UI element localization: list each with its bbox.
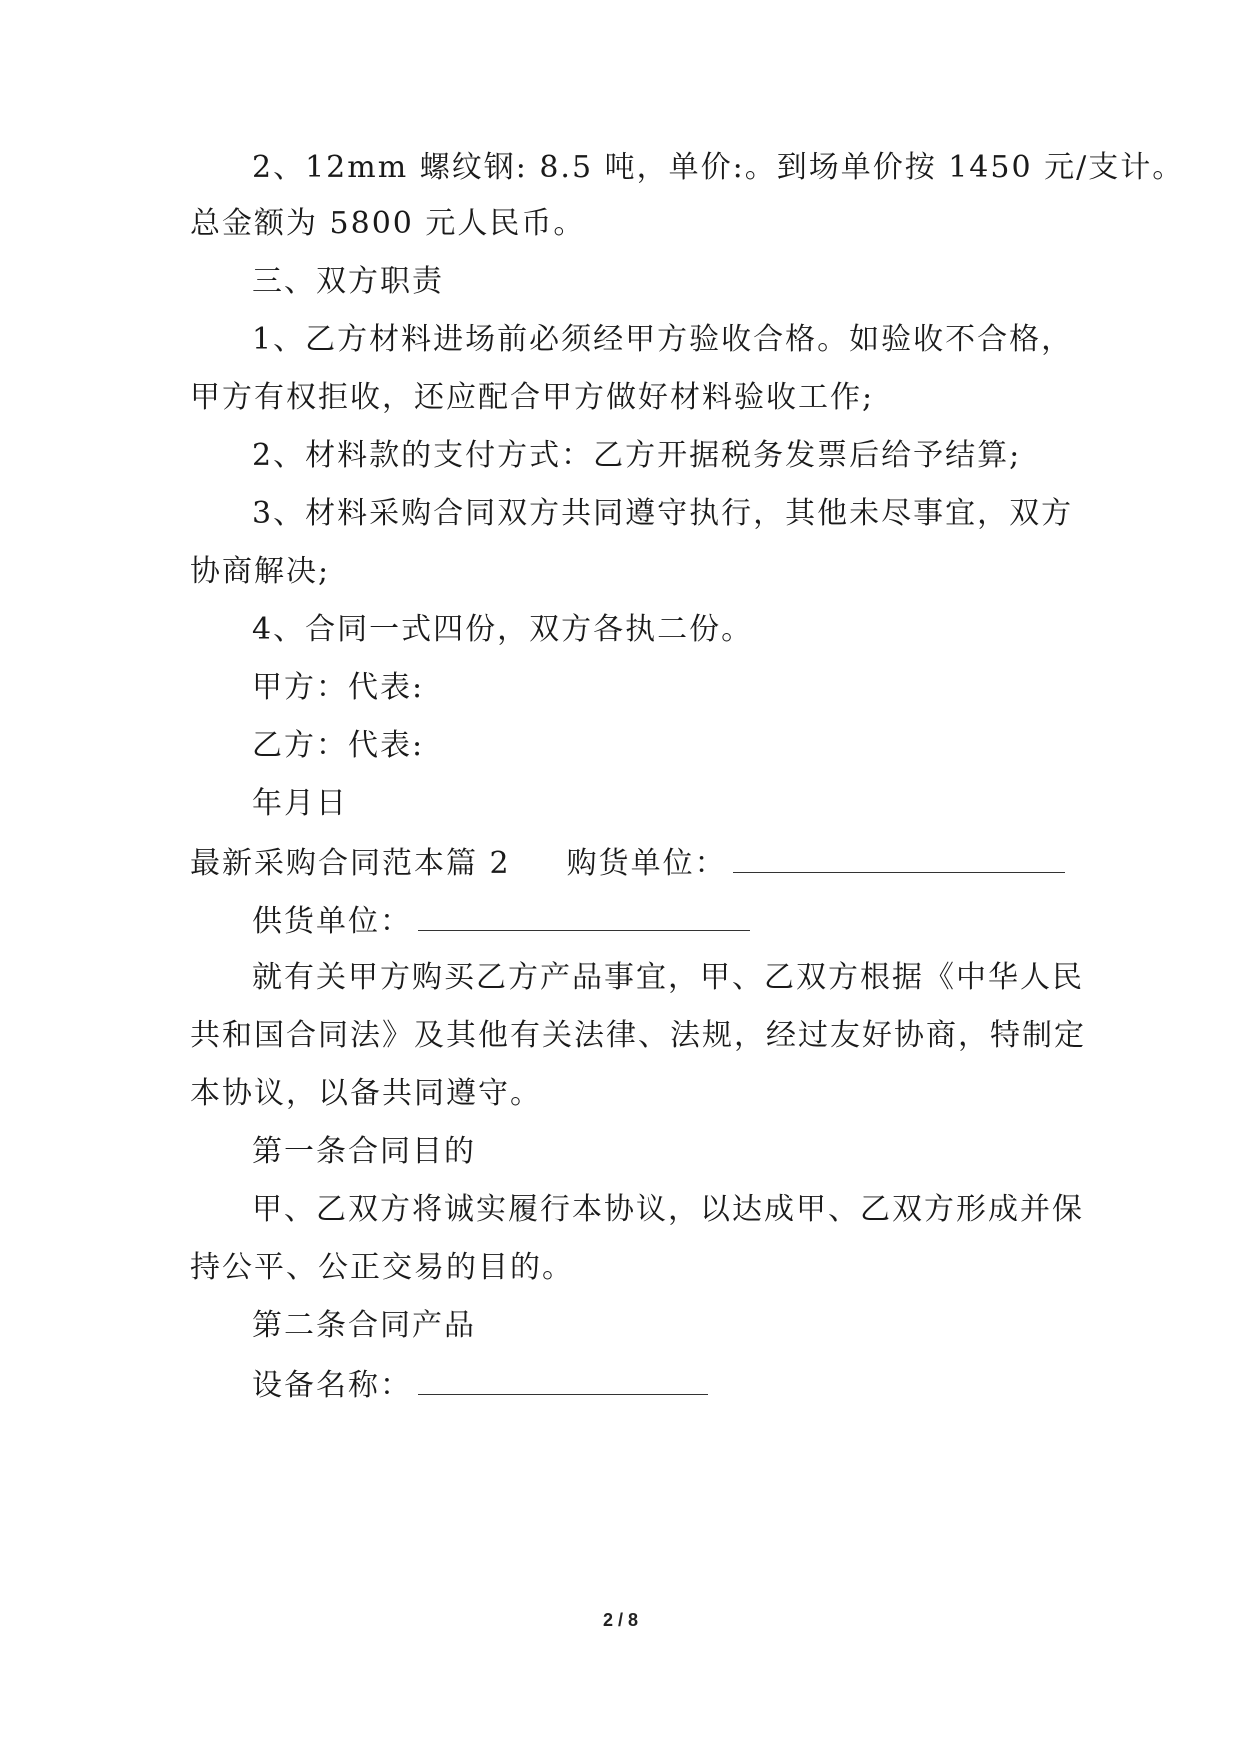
buyer-label: 购货单位： (566, 846, 727, 881)
equipment-name-label: 设备名称： (252, 1368, 412, 1403)
contract-title: 最新采购合同范本篇 2 (190, 846, 511, 881)
text-line: 总金额为 5800 元人民币。 (190, 206, 586, 241)
text-line: 4、合同一式四份，双方各执二份。 (252, 612, 754, 647)
date-line: 年月日 (252, 786, 348, 821)
equipment-name-blank (418, 1364, 708, 1395)
text-line: 协商解决; (190, 554, 331, 589)
signature-party-b: 乙方：代表: (252, 728, 425, 763)
text-line: 2、材料款的支付方式：乙方开据税务发票后给予结算; (252, 438, 1022, 473)
text-line: 就有关甲方购买乙方产品事宜，甲、乙双方根据《中华人民 (252, 960, 1084, 995)
supplier-line (252, 900, 750, 942)
text-line: 2、12mm 螺纹钢: 8.5 吨，单价:。到场单价按 1450 元/支计。 (252, 150, 1185, 185)
text-line: 甲方有权拒收，还应配合甲方做好材料验收工作; (190, 380, 875, 415)
supplier-blank (418, 900, 750, 931)
contract-title-line (190, 842, 1065, 884)
section-heading: 三、双方职责 (252, 264, 444, 299)
buyer-blank (733, 842, 1065, 873)
supplier-label: 供货单位： (252, 904, 412, 939)
signature-party-a: 甲方：代表: (252, 670, 425, 705)
page-number: 2 / 8 (602, 1610, 639, 1630)
text-line: 3、材料采购合同双方共同遵守执行，其他未尽事宜，双方 (252, 496, 1074, 531)
article-heading: 第一条合同目的 (252, 1134, 476, 1169)
text-line: 1、乙方材料进场前必须经甲方验收合格。如验收不合格， (252, 322, 1074, 357)
text-line: 本协议，以备共同遵守。 (190, 1076, 542, 1111)
text-line: 甲、乙双方将诚实履行本协议，以达成甲、乙双方形成并保 (252, 1192, 1084, 1227)
equipment-name-line (252, 1364, 708, 1406)
text-line: 持公平、公正交易的目的。 (190, 1250, 574, 1285)
article-heading: 第二条合同产品 (252, 1308, 476, 1343)
text-line: 共和国合同法》及其他有关法律、法规，经过友好协商，特制定 (190, 1018, 1086, 1053)
